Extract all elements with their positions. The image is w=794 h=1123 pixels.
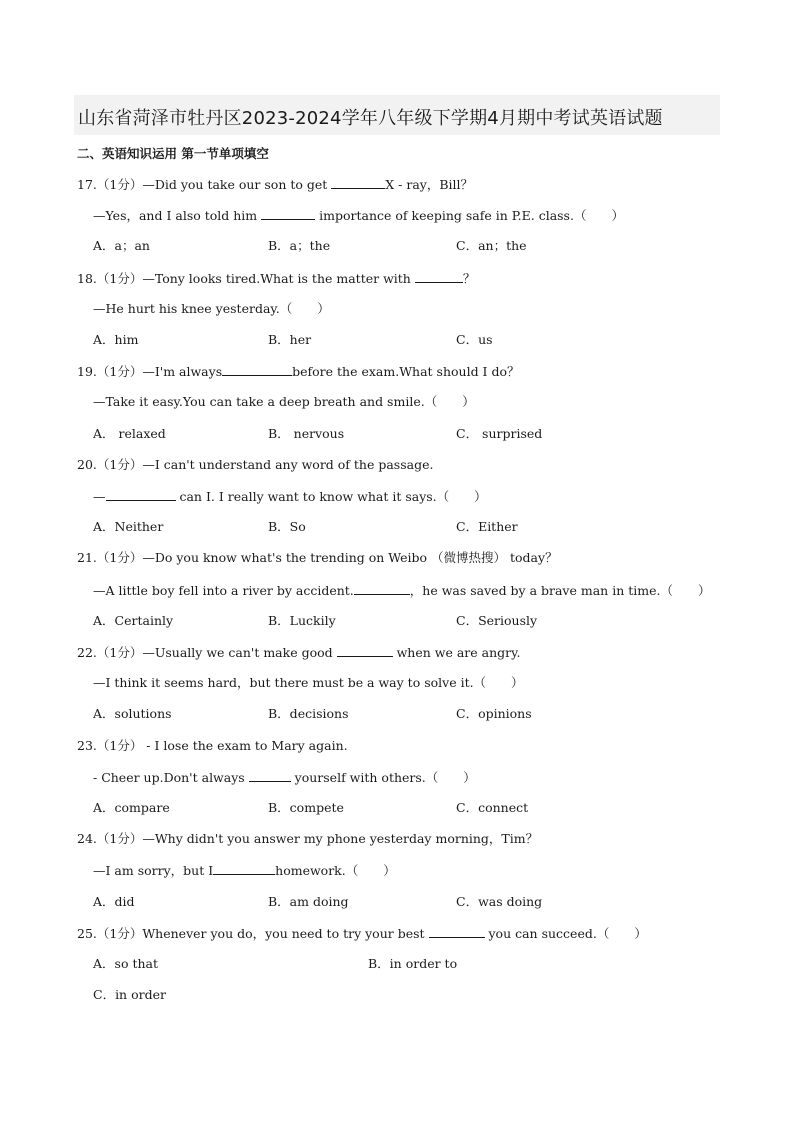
question-19 bbox=[77, 363, 520, 380]
question-22 bbox=[77, 644, 520, 661]
question-17 bbox=[77, 176, 473, 193]
option-b[interactable]: B．So bbox=[268, 519, 306, 534]
question-18-text: 18.（1分）—Tony looks tired.What is the matter with bbox=[77, 271, 415, 286]
reply-text: —He hurt his knee yesterday.（ ） bbox=[93, 301, 330, 316]
option-c[interactable]: C．Seriously bbox=[456, 613, 538, 628]
question-25-text-tail: you can succeed.（ ） bbox=[484, 926, 647, 941]
question-18 bbox=[77, 270, 475, 287]
question-21-text: 21.（1分）—Do you know what's the trending on Weibo （微博热搜） today？ bbox=[77, 550, 558, 565]
page-title: 山东省菏泽市牡丹区2023-2024学年八年级下学期4月期中考试英语试题 bbox=[78, 108, 663, 129]
question-24-text: 24.（1分）—Why didn't you answer my phone yesterday morning，Tim？ bbox=[77, 831, 539, 846]
option-a[interactable]: A．Certainly bbox=[93, 613, 174, 628]
answer-blank bbox=[213, 862, 275, 875]
reply-text-tail: ，he was saved by a brave man in time.（ ） bbox=[409, 583, 711, 598]
question-18-reply bbox=[93, 301, 330, 317]
question-23 bbox=[77, 738, 348, 754]
option-c[interactable]: C．in order bbox=[93, 987, 166, 1002]
question-24 bbox=[77, 831, 538, 847]
question-21-reply bbox=[93, 582, 710, 599]
question-17-reply bbox=[93, 207, 624, 224]
option-c[interactable]: C．us bbox=[456, 332, 493, 347]
option-a[interactable]: A．a；an bbox=[93, 238, 150, 253]
option-b[interactable]: B．a；the bbox=[268, 238, 331, 253]
option-b[interactable]: B．her bbox=[268, 332, 312, 347]
answer-blank bbox=[337, 644, 393, 657]
question-23-reply bbox=[93, 769, 476, 786]
option-c[interactable]: C．Either bbox=[456, 519, 518, 534]
option-c[interactable]: C．was doing bbox=[456, 894, 543, 909]
answer-blank bbox=[429, 925, 485, 938]
option-b[interactable]: B．compete bbox=[268, 800, 344, 815]
reply-text-tail: importance of keeping safe in P.E. class.（ ） bbox=[315, 208, 624, 223]
reply-text-tail: yourself with others.（ ） bbox=[290, 770, 476, 785]
option-a[interactable]: A．so that bbox=[93, 956, 158, 971]
question-22-text: 22.（1分）—Usually we can't make good bbox=[77, 645, 337, 660]
answer-blank bbox=[415, 270, 463, 283]
option-b[interactable]: B．decisions bbox=[268, 706, 349, 721]
option-b[interactable]: B． nervous bbox=[268, 426, 345, 441]
answer-blank bbox=[106, 488, 176, 501]
question-20-reply bbox=[93, 488, 487, 505]
question-20-text: 20.（1分）—I can't understand any word of the passage. bbox=[77, 457, 434, 472]
question-19-text-tail: before the exam.What should I do？ bbox=[292, 364, 520, 379]
title-bar bbox=[74, 95, 720, 135]
option-c[interactable]: C．opinions bbox=[456, 706, 532, 721]
option-c[interactable]: C．an；the bbox=[456, 238, 527, 253]
question-24-reply bbox=[93, 862, 396, 879]
option-c[interactable]: C．connect bbox=[456, 800, 529, 815]
answer-blank bbox=[261, 207, 315, 220]
reply-text-tail: homework.（ ） bbox=[275, 863, 396, 878]
answer-blank bbox=[354, 582, 410, 595]
question-21 bbox=[77, 550, 558, 566]
option-a[interactable]: A．him bbox=[93, 332, 139, 347]
question-22-reply bbox=[93, 675, 524, 691]
question-17-text-tail: X - ray，Bill？ bbox=[385, 177, 474, 192]
section-heading: 二、英语知识运用 第一节单项填空 bbox=[77, 146, 269, 161]
question-19-reply bbox=[93, 394, 475, 410]
option-a[interactable]: A． relaxed bbox=[93, 426, 166, 441]
reply-text: - Cheer up.Don't always bbox=[93, 770, 249, 785]
reply-text: —I am sorry，but I bbox=[93, 863, 214, 878]
answer-blank bbox=[249, 769, 291, 782]
option-a[interactable]: A．solutions bbox=[93, 706, 172, 721]
option-b[interactable]: B．in order to bbox=[368, 956, 458, 971]
reply-text: — bbox=[93, 489, 106, 504]
option-a[interactable]: A．did bbox=[93, 894, 135, 909]
reply-text: —Take it easy.You can take a deep breath and smile.（ ） bbox=[93, 394, 475, 409]
option-b[interactable]: B．am doing bbox=[268, 894, 349, 909]
reply-text: —Yes，and I also told him bbox=[93, 208, 262, 223]
option-b[interactable]: B．Luckily bbox=[268, 613, 336, 628]
answer-blank bbox=[331, 176, 385, 189]
question-17-text: 17.（1分）—Did you take our son to get bbox=[77, 177, 332, 192]
question-25-text: 25.（1分）Whenever you do，you need to try your best bbox=[77, 926, 429, 941]
question-25 bbox=[77, 925, 647, 942]
question-22-text-tail: when we are angry. bbox=[392, 645, 521, 660]
reply-text: —A little boy fell into a river by accident. bbox=[93, 583, 354, 598]
option-a[interactable]: A．Neither bbox=[93, 519, 164, 534]
answer-blank bbox=[222, 363, 292, 376]
question-18-text-tail: ？ bbox=[462, 271, 476, 286]
question-23-text: 23.（1分） - I lose the exam to Mary again. bbox=[77, 738, 348, 753]
question-20 bbox=[77, 457, 433, 473]
reply-text: —I think it seems hard，but there must be a way to solve it.（ ） bbox=[93, 675, 524, 690]
option-c[interactable]: C． surprised bbox=[456, 426, 543, 441]
question-19-text: 19.（1分）—I'm always bbox=[77, 364, 223, 379]
reply-text-tail: can I. I really want to know what it says.（ ） bbox=[175, 489, 487, 504]
option-a[interactable]: A．compare bbox=[93, 800, 170, 815]
